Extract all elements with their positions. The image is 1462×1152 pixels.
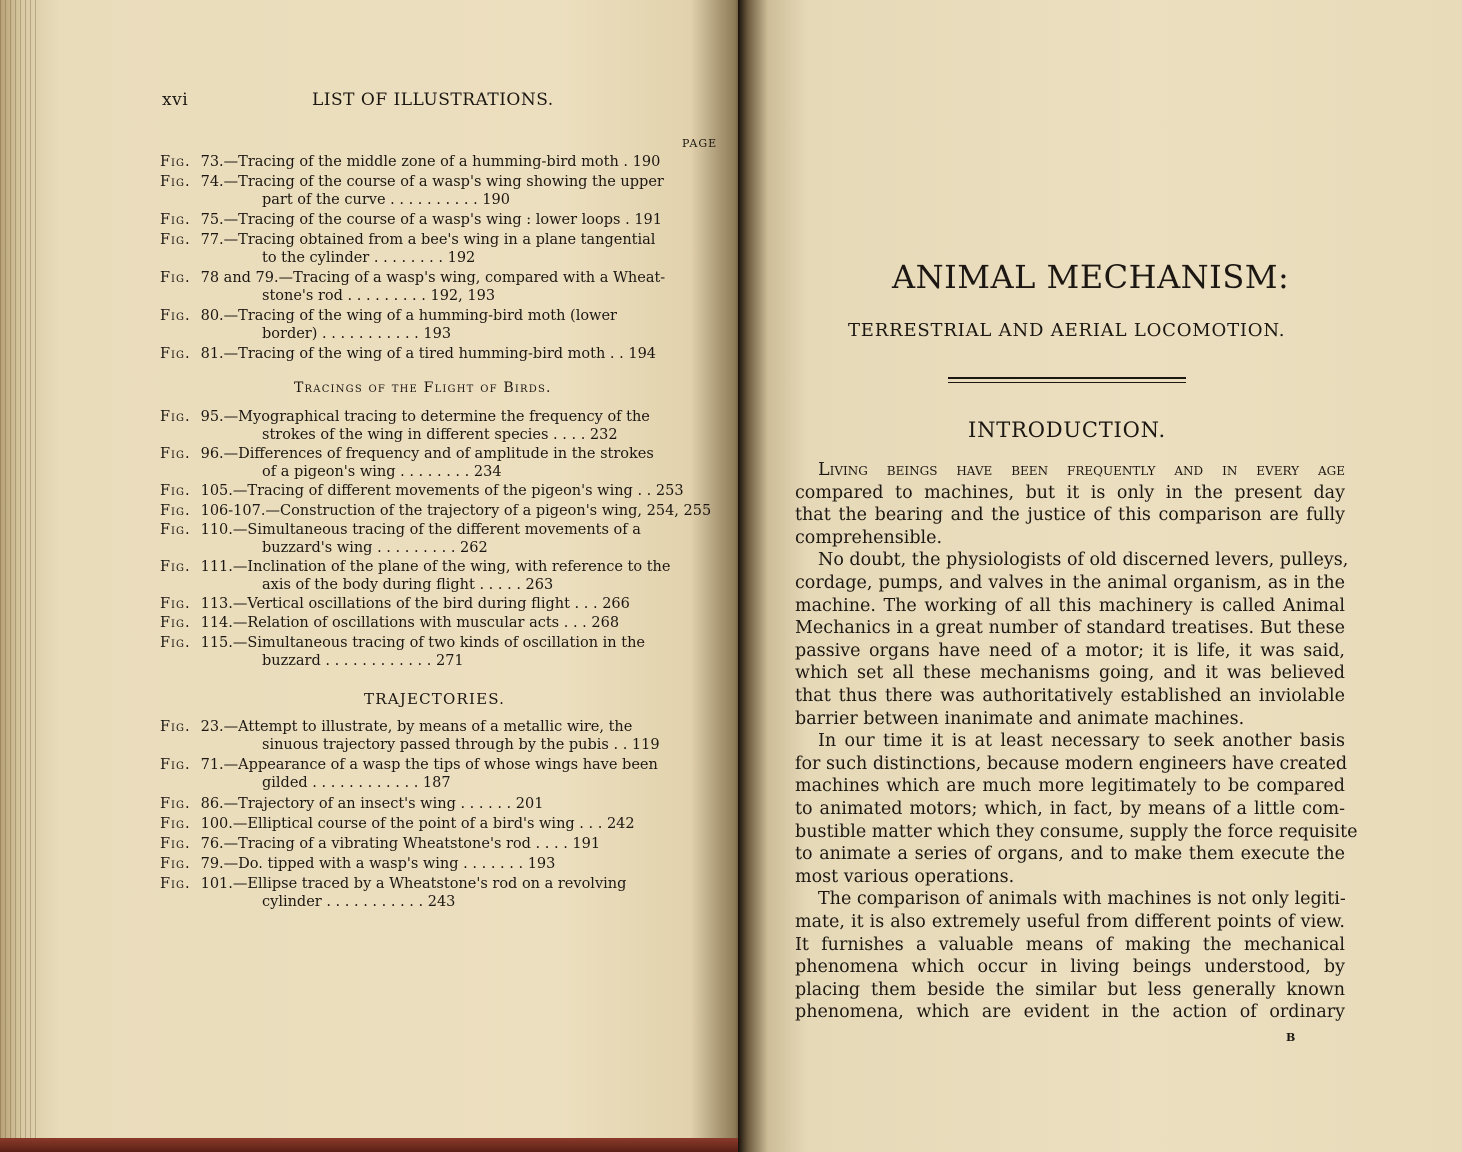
figure-entry-continuation: of a pigeon's wing . . . . . . . . 234 [262,464,502,481]
figure-entry-text: 106-107.—Construction of the trajectory of a pigeon's wing, 254, 255 [200,502,712,519]
figure-entry-line [160,634,720,652]
figure-abbrev: Fig. [160,346,191,362]
figure-entry-text: 77.—Tracing obtained from a bee's wing in a plane tangential [200,232,656,248]
figure-entry [160,307,720,343]
figure-entry-line [160,756,720,774]
figure-entry [160,875,720,911]
figure-entry-line [160,345,720,363]
body-text-line: to animate a series of organs, and to make them execute the [795,844,1345,865]
figure-entry-text: 75.—Tracing of the course of a wasp's wing : lower loops . 191 [200,212,662,228]
body-text-line: No doubt, the physiologists of old discerned levers, pulleys, [818,550,1349,571]
body-text-line: that thus there was authoritatively established an inviolable [795,686,1345,706]
figure-entry-line [160,502,720,520]
body-text-line: comprehensible. [795,527,943,548]
figure-entry-text: 100.—Elliptical course of the point of a bird's wing . . . 242 [200,815,635,832]
figure-entry-text: 114.—Relation of oscillations with muscular acts . . . 268 [200,615,620,632]
figure-abbrev: Fig. [160,521,191,538]
figure-entry [160,558,720,594]
figure-entry-text: 73.—Tracing of the middle zone of a humming-bird moth . 190 [200,154,661,170]
running-title: LIST OF ILLUSTRATIONS. [312,90,554,110]
figure-entry-text: 115.—Simultaneous tracing of two kinds of oscillation in the [200,634,645,651]
figure-entry [160,482,720,500]
book-title: ANIMAL MECHANISM: [892,258,1290,296]
figure-entry-line [160,408,720,426]
figure-entry [160,795,720,813]
figure-abbrev: Fig. [160,855,191,872]
figure-entry [160,815,720,833]
figure-entry-text: 23.—Attempt to illustrate, by means of a metallic wire, the [200,719,633,735]
page-edges [0,0,40,1145]
figure-entry [160,173,720,209]
figure-entry [160,153,720,171]
body-text-line: that the bearing and the justice of this comparison are fully [795,505,1345,526]
figure-abbrev: Fig. [160,835,191,852]
figure-abbrev: Fig. [160,154,191,170]
figure-entry-text: 78 and 79.—Tracing of a wasp's wing, compared with a Wheat- [200,270,666,286]
figure-entry-text: 110.—Simultaneous tracing of the different movements of a [200,521,641,538]
figure-entry [160,269,720,305]
figure-abbrev: Fig. [160,757,191,774]
body-text-line: machines which are much more legitimately to be compared [795,776,1345,797]
figure-entry [160,614,720,632]
figure-entry-text: 74.—Tracing of the course of a wasp's wing showing the upper [200,174,664,190]
figure-entry-line [160,795,720,813]
body-text-line: most various operations. [795,866,1015,887]
body-text-line: to animated motors; which, in fact, by means of a little com- [795,799,1345,819]
figure-entry-line [160,153,720,171]
section-heading-birds: Tracings of the Flight of Birds. [294,380,552,396]
figure-abbrev: Fig. [160,446,191,463]
page-number: xvi [162,90,189,110]
figure-entry-text: 105.—Tracing of different movements of the pigeon's wing . . 253 [200,483,684,500]
figure-entry-line [160,835,720,853]
figure-entry-continuation: axis of the body during flight . . . . . 263 [262,576,554,593]
figure-abbrev: Fig. [160,634,191,651]
figure-abbrev: Fig. [160,795,191,812]
figure-entry-line [160,173,720,191]
body-text-line: cordage, pumps, and valves in the animal organism, as in the [795,573,1345,593]
body-text-line: phenomena which occur in living beings understood, by [795,957,1345,978]
figure-entry-text: 111.—Inclination of the plane of the wing, with reference to the [200,558,671,575]
figure-entry [160,835,720,853]
body-text-line: phenomena, which are evident in the action of ordinary [795,1002,1345,1023]
figure-entry-line [160,269,720,287]
figure-entry-continuation: border) . . . . . . . . . . . 193 [262,326,452,342]
figure-entry-line [160,855,720,873]
figure-entry-line [160,482,720,500]
book-subtitle: TERRESTRIAL AND AERIAL LOCOMOTION. [848,320,1286,341]
figure-abbrev: Fig. [160,719,191,735]
figure-entry-text: 81.—Tracing of the wing of a tired humming-bird moth . . 194 [200,346,657,362]
figure-abbrev: Fig. [160,615,191,632]
signature-mark: B [1286,1031,1296,1044]
figure-abbrev: Fig. [160,815,191,832]
figure-entry-text: 113.—Vertical oscillations of the bird during flight . . . 266 [200,596,630,612]
figure-entry [160,718,720,754]
figure-entry-continuation: cylinder . . . . . . . . . . . 243 [262,893,456,910]
body-text-line: machine. The working of all this machinery is called Animal [795,595,1345,616]
book-cover-edge [0,1138,745,1152]
figure-abbrev: Fig. [160,483,191,500]
figure-entry [160,408,720,444]
figure-entry-line [160,595,720,613]
figure-entry [160,756,720,792]
figure-entry-line [160,875,720,893]
body-text-line: The comparison of animals with machines is not only legiti- [818,889,1346,910]
figure-entry [160,634,720,670]
figure-entry-line [160,521,720,539]
body-text-line: compared to machines, but it is only in the present day [795,482,1345,503]
figure-entry-text: 76.—Tracing of a vibrating Wheatstone's rod . . . . 191 [200,835,601,852]
figure-entry-text: 101.—Ellipse traced by a Wheatstone's rod on a revolving [200,875,627,892]
figure-entry-continuation: to the cylinder . . . . . . . . 192 [262,250,476,266]
figure-entry-continuation: part of the curve . . . . . . . . . . 190 [262,192,510,208]
figure-entry [160,345,720,363]
figure-entry-line [160,231,720,249]
figure-entry-text: 79.—Do. tipped with a wasp's wing . . . . . . . 193 [200,855,556,872]
figure-entry-continuation: gilded . . . . . . . . . . . . 187 [262,775,451,792]
figure-entry-continuation: sinuous trajectory passed through by the pubis . . 119 [262,737,660,753]
figure-entry [160,231,720,267]
title-rule-thin [948,382,1186,383]
figure-entry-line [160,211,720,229]
figure-entry [160,502,720,520]
figure-abbrev: Fig. [160,596,191,612]
page-column-label: PAGE [682,137,718,150]
figure-entry [160,211,720,229]
figure-abbrev: Fig. [160,875,191,892]
figure-entry-continuation: buzzard's wing . . . . . . . . . 262 [262,539,488,556]
figure-entry-text: 80.—Tracing of the wing of a humming-bird moth (lower [200,308,617,324]
figure-abbrev: Fig. [160,174,191,190]
figure-abbrev: Fig. [160,502,191,519]
title-rule [948,377,1186,379]
body-text-line: mate, it is also extremely useful from different points of view. [795,912,1345,932]
body-text-line: It furnishes a valuable means of making the mechanical [795,934,1345,955]
figure-abbrev: Fig. [160,308,191,324]
figure-entry-line [160,718,720,736]
figure-abbrev: Fig. [160,212,191,228]
figure-entry-continuation: stone's rod . . . . . . . . . 192, 193 [262,288,496,304]
figure-entry-line [160,815,720,833]
figure-entry-continuation: buzzard . . . . . . . . . . . . 271 [262,652,464,669]
figure-entry-text: 95.—Myographical tracing to determine the frequency of the [200,409,650,425]
figure-entry-text: 96.—Differences of frequency and of amplitude in the strokes [200,446,654,463]
body-text-line: which set all these mechanisms going, and it was believed [795,663,1345,684]
body-text-line: bustible matter which they consume, supply the force requisite [795,821,1358,842]
figure-abbrev: Fig. [160,270,191,286]
figure-entry [160,595,720,613]
figure-abbrev: Fig. [160,409,191,425]
body-text-line: Mechanics in a great number of standard treatises. But these [795,618,1345,639]
figure-abbrev: Fig. [160,558,191,575]
figure-entry [160,855,720,873]
figure-entry-line [160,445,720,463]
figure-entry-line [160,307,720,325]
body-text-line: Living beings have been frequently and in every age [818,460,1345,480]
figure-entry-line [160,614,720,632]
figure-entry-line [160,558,720,576]
body-text-line: for such distinctions, because modern engineers have created [795,753,1348,774]
figure-abbrev: Fig. [160,232,191,248]
body-text-line: barrier between inanimate and animate machines. [795,708,1245,729]
body-text-line: placing them beside the similar but less generally known [795,979,1345,1000]
figure-entry [160,521,720,557]
chapter-heading: INTRODUCTION. [968,418,1166,442]
figure-entry-text: 71.—Appearance of a wasp the tips of whose wings have been [200,757,658,774]
figure-entry [160,445,720,481]
body-text-line: In our time it is at least necessary to seek another basis [818,731,1345,752]
section-heading-trajectories: TRAJECTORIES. [364,690,506,708]
body-text-line: passive organs have need of a motor; it is life, it was said, [795,640,1345,661]
figure-entry-continuation: strokes of the wing in different species . . . . 232 [262,427,618,443]
figure-entry-text: 86.—Trajectory of an insect's wing . . . . . . 201 [200,795,544,812]
